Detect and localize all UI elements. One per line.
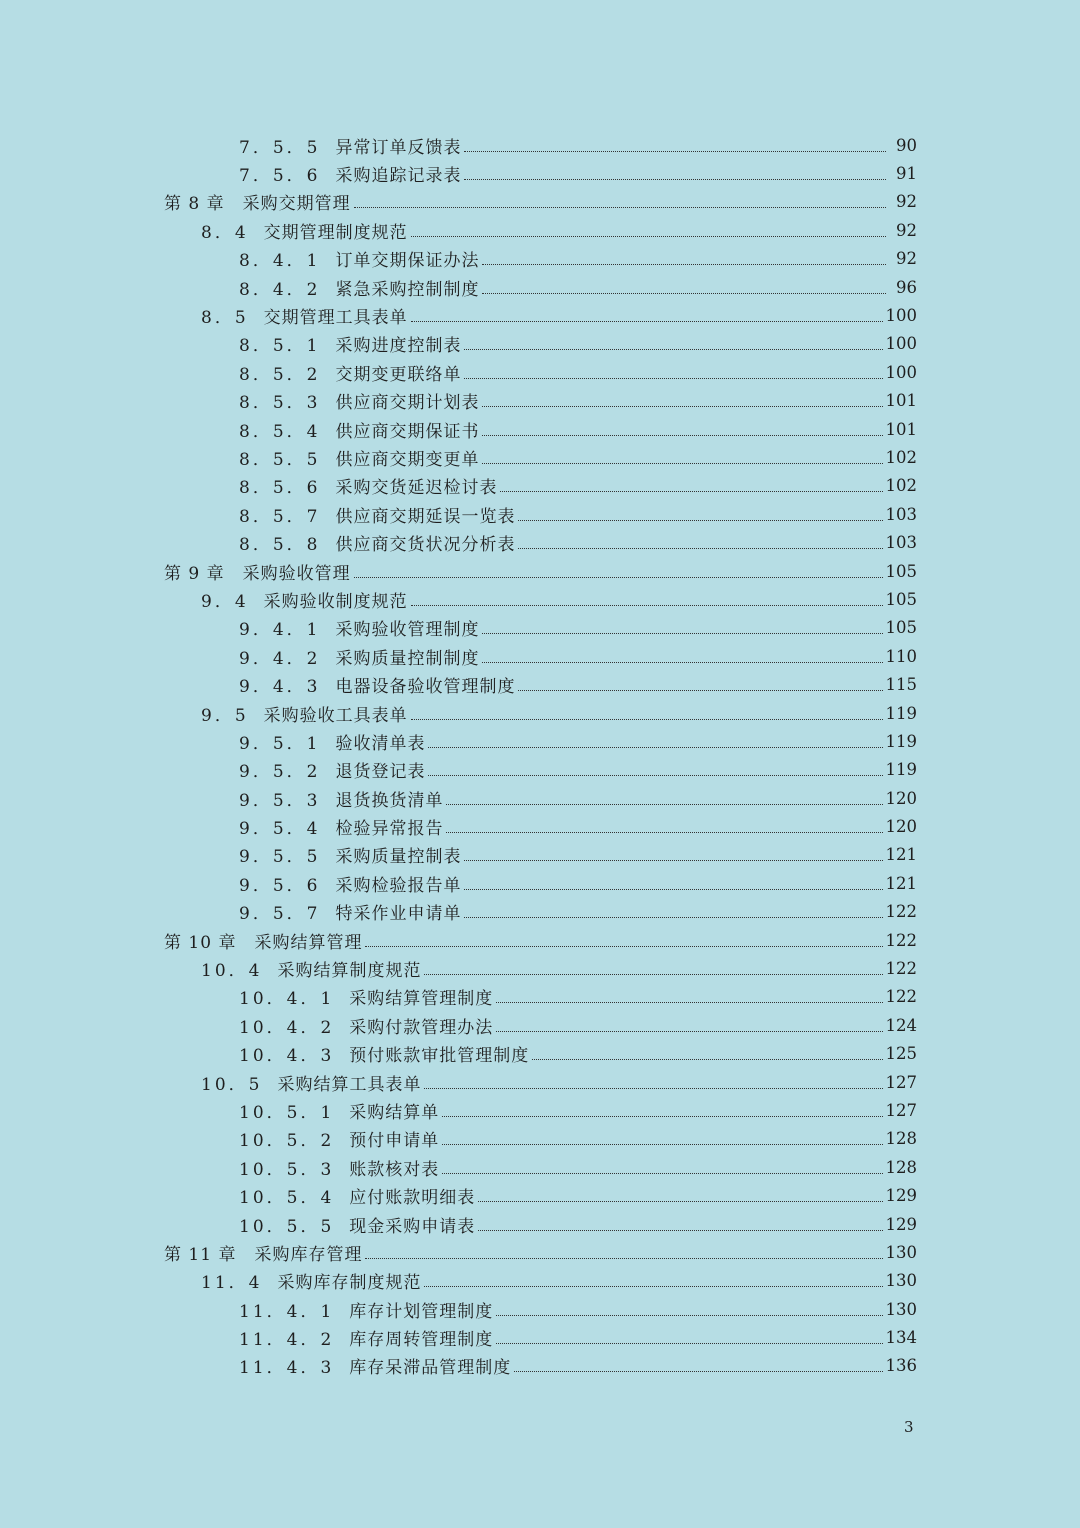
toc-subsection-entry [0, 812, 917, 840]
dot-leader [482, 633, 882, 634]
dot-leader [442, 1116, 882, 1117]
dot-leader [442, 1144, 882, 1145]
dot-leader [478, 1230, 882, 1231]
toc-entry-title: 预付申请单 [349, 1131, 440, 1152]
toc-entry-number: 10．4．3 [239, 1046, 335, 1067]
toc-subsection-entry [0, 1040, 917, 1068]
toc-subsection-entry [0, 898, 917, 926]
toc-entry-page: 124 [885, 1015, 917, 1035]
toc-entry-number: 9．5．7 [239, 904, 321, 925]
dot-leader [428, 747, 882, 748]
toc-entry-title: 预付账款审批管理制度 [349, 1046, 530, 1067]
toc-entry-number: 9．4．2 [239, 648, 321, 669]
toc-subsection-entry [0, 841, 917, 869]
dot-leader [496, 1002, 882, 1003]
toc-entry-page: 92 [896, 249, 917, 269]
toc-chapter-entry [0, 188, 917, 216]
toc-entry-page: 127 [885, 1100, 917, 1120]
toc-entry-title: 采购交货延迟检讨表 [335, 478, 498, 499]
dot-leader [424, 1088, 882, 1089]
toc-entry-page: 119 [885, 760, 917, 780]
toc-entry-title: 账款核对表 [349, 1159, 440, 1180]
toc-entry-title: 检验异常报告 [335, 819, 444, 840]
toc-entry-number: 8．5．7 [239, 506, 321, 527]
toc-entry-page: 122 [885, 930, 917, 950]
toc-subsection-entry [0, 1125, 917, 1153]
toc-entry-title: 采购验收制度规范 [263, 591, 408, 612]
toc-entry-number: 9．5．6 [239, 875, 321, 896]
toc-entry-title: 交期变更联络单 [335, 364, 462, 385]
toc-entry-title: 采购库存管理 [254, 1244, 363, 1265]
toc-entry-title: 采购质量控制表 [335, 847, 462, 868]
toc-entry-page: 90 [896, 135, 917, 155]
toc-entry-page: 102 [885, 476, 917, 496]
toc-entry-number: 8．4．2 [239, 279, 321, 300]
toc-entry-number: 7．5．6 [239, 166, 321, 187]
dot-leader [446, 832, 882, 833]
toc-entry-page: 102 [885, 447, 917, 467]
toc-entry-number: 10．4．2 [239, 1017, 335, 1038]
toc-subsection-entry [0, 1181, 917, 1209]
toc-subsection-entry [0, 869, 917, 897]
toc-subsection-entry [0, 387, 917, 415]
toc-entry-page: 100 [885, 362, 917, 382]
dot-leader [500, 491, 882, 492]
toc-entry-page: 101 [885, 391, 917, 411]
toc-entry-number: 9．5．2 [239, 762, 321, 783]
toc-entry-page: 115 [885, 675, 917, 695]
toc-entry-page: 122 [885, 959, 917, 979]
dot-leader [464, 917, 882, 918]
toc-entry-title: 采购追踪记录表 [335, 166, 462, 187]
dot-leader [442, 1173, 882, 1174]
toc-entry-page: 101 [885, 419, 917, 439]
toc-entry-title: 特采作业申请单 [335, 904, 462, 925]
toc-entry-title: 库存周转管理制度 [349, 1330, 494, 1351]
toc-subsection-entry [0, 1096, 917, 1124]
toc-subsection-entry [0, 1352, 917, 1380]
dot-leader [482, 463, 882, 464]
toc-entry-title: 采购检验报告单 [335, 875, 462, 896]
toc-entry-page: 120 [885, 817, 917, 837]
toc-entry-number: 11．4．2 [239, 1330, 335, 1351]
toc-chapter-entry [0, 1238, 917, 1266]
toc-entry-page: 127 [885, 1072, 917, 1092]
dot-leader [424, 974, 882, 975]
toc-entry-number: 8．5．1 [239, 336, 321, 357]
toc-entry-page: 122 [885, 902, 917, 922]
toc-entry-title: 退货换货清单 [335, 790, 444, 811]
dot-leader [532, 1059, 882, 1060]
dot-leader [496, 1343, 882, 1344]
toc-entry-page: 92 [896, 192, 917, 212]
toc-entry-title: 现金采购申请表 [349, 1216, 476, 1237]
toc-entry-title: 采购质量控制制度 [335, 648, 480, 669]
toc-entry-page: 100 [885, 334, 917, 354]
toc-entry-title: 供应商交货状况分析表 [335, 535, 516, 556]
toc-section-entry [0, 699, 917, 727]
toc-entry-number: 第 9 章 [164, 563, 225, 584]
toc-entry-number: 11．4．1 [239, 1301, 335, 1322]
toc-entry-number: 8．5．3 [239, 393, 321, 414]
table-of-contents [0, 131, 1080, 1380]
toc-entry-number: 9．4．3 [239, 677, 321, 698]
toc-entry-page: 120 [885, 788, 917, 808]
toc-entry-page: 91 [896, 164, 917, 184]
toc-entry-page: 105 [885, 561, 917, 581]
dot-leader [365, 1258, 882, 1259]
toc-entry-number: 9．5 [201, 705, 249, 726]
toc-entry-title: 采购结算管理制度 [349, 989, 494, 1010]
toc-entry-title: 库存呆滞品管理制度 [349, 1358, 512, 1379]
dot-leader [478, 1201, 882, 1202]
dot-leader [518, 520, 882, 521]
toc-entry-number: 9．4．1 [239, 620, 321, 641]
toc-entry-title: 交期管理工具表单 [263, 308, 408, 329]
toc-entry-title: 应付账款明细表 [349, 1188, 476, 1209]
toc-subsection-entry [0, 358, 917, 386]
toc-entry-title: 采购交期管理 [242, 194, 351, 215]
toc-entry-number: 8．4．1 [239, 251, 321, 272]
toc-entry-title: 退货登记表 [335, 762, 426, 783]
toc-entry-page: 110 [885, 646, 917, 666]
toc-entry-number: 9．5．4 [239, 819, 321, 840]
toc-entry-page: 92 [896, 220, 917, 240]
toc-subsection-entry [0, 443, 917, 471]
toc-entry-title: 采购付款管理办法 [349, 1017, 494, 1038]
toc-entry-title: 电器设备验收管理制度 [335, 677, 516, 698]
toc-subsection-entry [0, 472, 917, 500]
toc-entry-number: 第 10 章 [164, 932, 237, 953]
toc-entry-title: 采购进度控制表 [335, 336, 462, 357]
toc-entry-number: 7．5．5 [239, 137, 321, 158]
toc-entry-number: 10．4．1 [239, 989, 335, 1010]
toc-entry-number: 9．5．3 [239, 790, 321, 811]
dot-leader [518, 690, 882, 691]
toc-entry-number: 8．4 [201, 222, 249, 243]
toc-entry-page: 128 [885, 1129, 917, 1149]
toc-entry-page: 125 [885, 1044, 917, 1064]
toc-entry-title: 供应商交期变更单 [335, 449, 480, 470]
toc-subsection-entry [0, 784, 917, 812]
toc-entry-page: 105 [885, 618, 917, 638]
toc-entry-page: 122 [885, 987, 917, 1007]
toc-subsection-entry [0, 1153, 917, 1181]
dot-leader [514, 1371, 882, 1372]
toc-entry-title: 供应商交期保证书 [335, 421, 480, 442]
toc-entry-title: 采购结算管理 [254, 932, 363, 953]
toc-subsection-entry [0, 159, 917, 187]
toc-entry-page: 119 [885, 731, 917, 751]
dot-leader [464, 860, 882, 861]
toc-subsection-entry [0, 614, 917, 642]
toc-entry-number: 9．5．1 [239, 733, 321, 754]
toc-entry-number: 10．5 [201, 1074, 263, 1095]
dot-leader [482, 406, 882, 407]
dot-leader [411, 605, 883, 606]
toc-entry-title: 采购库存制度规范 [277, 1273, 422, 1294]
dot-leader [411, 236, 886, 237]
toc-entry-title: 异常订单反馈表 [335, 137, 462, 158]
toc-entry-title: 采购结算工具表单 [277, 1074, 422, 1095]
toc-subsection-entry [0, 500, 917, 528]
toc-subsection-entry [0, 756, 917, 784]
toc-entry-number: 11．4 [201, 1273, 263, 1294]
dot-leader [482, 293, 886, 294]
toc-subsection-entry [0, 1323, 917, 1351]
dot-leader [518, 548, 882, 549]
page-number: 3 [904, 1418, 914, 1436]
dot-leader [496, 1315, 882, 1316]
toc-entry-page: 130 [885, 1299, 917, 1319]
toc-entry-number: 10．4 [201, 961, 263, 982]
toc-entry-title: 交期管理制度规范 [263, 222, 408, 243]
toc-entry-title: 订单交期保证办法 [335, 251, 480, 272]
toc-entry-number: 8．5．6 [239, 478, 321, 499]
toc-entry-number: 8．5．4 [239, 421, 321, 442]
toc-entry-number: 10．5．1 [239, 1102, 335, 1123]
dot-leader [428, 775, 882, 776]
toc-subsection-entry [0, 642, 917, 670]
toc-subsection-entry [0, 1210, 917, 1238]
toc-section-entry [0, 1267, 917, 1295]
toc-entry-page: 129 [885, 1186, 917, 1206]
toc-chapter-entry [0, 926, 917, 954]
toc-chapter-entry [0, 557, 917, 585]
toc-entry-title: 紧急采购控制制度 [335, 279, 480, 300]
toc-section-entry [0, 954, 917, 982]
toc-entry-title: 供应商交期计划表 [335, 393, 480, 414]
dot-leader [354, 577, 883, 578]
toc-entry-title: 验收清单表 [335, 733, 426, 754]
toc-entry-page: 100 [885, 306, 917, 326]
toc-entry-number: 第 8 章 [164, 194, 225, 215]
toc-entry-number: 8．5．2 [239, 364, 321, 385]
dot-leader [496, 1031, 882, 1032]
dot-leader [424, 1286, 882, 1287]
toc-subsection-entry [0, 245, 917, 273]
toc-entry-title: 采购验收管理 [242, 563, 351, 584]
dot-leader [411, 321, 883, 322]
toc-entry-title: 供应商交期延误一览表 [335, 506, 516, 527]
dot-leader [411, 719, 883, 720]
toc-entry-number: 11．4．3 [239, 1358, 335, 1379]
toc-entry-page: 130 [885, 1242, 917, 1262]
toc-subsection-entry [0, 528, 917, 556]
toc-entry-number: 8．5．5 [239, 449, 321, 470]
toc-entry-number: 10．5．5 [239, 1216, 335, 1237]
toc-entry-page: 96 [896, 277, 917, 297]
toc-entry-page: 129 [885, 1214, 917, 1234]
toc-entry-title: 库存计划管理制度 [349, 1301, 494, 1322]
toc-section-entry [0, 1068, 917, 1096]
dot-leader [365, 946, 882, 947]
toc-entry-page: 103 [885, 504, 917, 524]
dot-leader [464, 378, 882, 379]
toc-subsection-entry [0, 330, 917, 358]
toc-subsection-entry [0, 415, 917, 443]
dot-leader [446, 804, 882, 805]
toc-entry-title: 采购结算单 [349, 1102, 440, 1123]
toc-entry-title: 采购结算制度规范 [277, 961, 422, 982]
toc-entry-page: 130 [885, 1271, 917, 1291]
dot-leader [482, 264, 886, 265]
toc-entry-number: 10．5．4 [239, 1188, 335, 1209]
toc-subsection-entry [0, 273, 917, 301]
dot-leader [354, 207, 886, 208]
toc-subsection-entry [0, 131, 917, 159]
toc-entry-page: 121 [885, 873, 917, 893]
dot-leader [482, 662, 882, 663]
toc-entry-number: 8．5．8 [239, 535, 321, 556]
toc-entry-page: 134 [885, 1328, 917, 1348]
toc-entry-page: 121 [885, 845, 917, 865]
dot-leader [464, 179, 886, 180]
toc-entry-number: 第 11 章 [164, 1244, 237, 1265]
toc-entry-page: 103 [885, 533, 917, 553]
toc-section-entry [0, 585, 917, 613]
toc-entry-number: 8．5 [201, 308, 249, 329]
toc-entry-title: 采购验收管理制度 [335, 620, 480, 641]
toc-entry-page: 119 [885, 703, 917, 723]
toc-subsection-entry [0, 1011, 917, 1039]
toc-entry-page: 128 [885, 1157, 917, 1177]
toc-section-entry [0, 301, 917, 329]
toc-entry-number: 9．4 [201, 591, 249, 612]
dot-leader [464, 349, 882, 350]
toc-entry-page: 105 [885, 589, 917, 609]
toc-entry-number: 10．5．2 [239, 1131, 335, 1152]
toc-section-entry [0, 216, 917, 244]
dot-leader [482, 435, 882, 436]
toc-entry-page: 136 [885, 1356, 917, 1376]
toc-subsection-entry [0, 983, 917, 1011]
toc-entry-title: 采购验收工具表单 [263, 705, 408, 726]
dot-leader [464, 151, 886, 152]
dot-leader [464, 889, 882, 890]
toc-subsection-entry [0, 670, 917, 698]
toc-entry-number: 10．5．3 [239, 1159, 335, 1180]
toc-entry-number: 9．5．5 [239, 847, 321, 868]
toc-subsection-entry [0, 727, 917, 755]
toc-subsection-entry [0, 1295, 917, 1323]
